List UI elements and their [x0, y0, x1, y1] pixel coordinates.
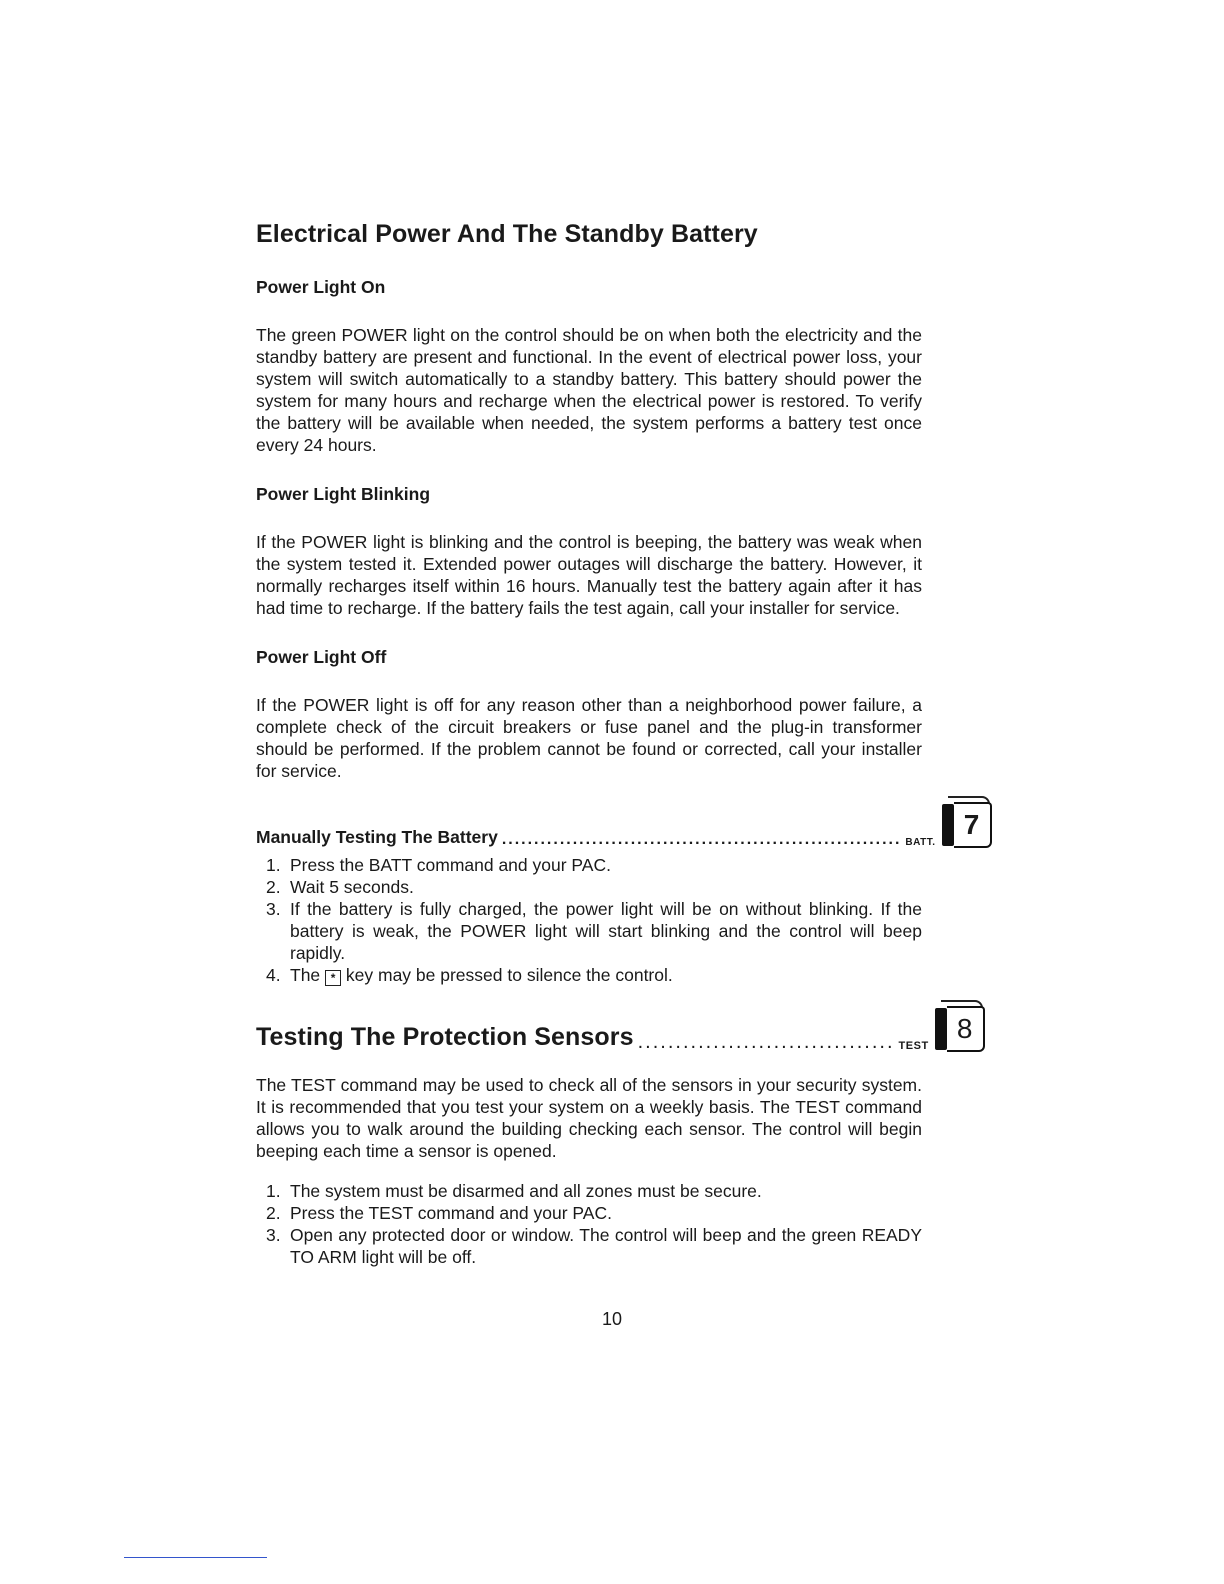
power-light-blinking-heading: Power Light Blinking [256, 484, 431, 504]
list-item: 3. Open any protected door or window. The control will beep and the green READY TO ARM light will be off. [266, 1225, 922, 1267]
power-light-on-heading: Power Light On [256, 277, 386, 297]
keycard-spine [942, 804, 954, 846]
list-item: 4. The * key may be pressed to silence the control. [266, 965, 673, 985]
keycard-icon [942, 792, 992, 848]
power-light-on-text: The green POWER light on the control should be on when both the electricity and the standby battery are present and functional. In the event of electrical power loss, your system will switch automatically to a standby battery. This battery should power the system for many hours and recharge when the electrical power is restored. To verify the battery will be available when needed, the system performs a battery test once every 24 hours. [256, 325, 922, 455]
page-title: Electrical Power And The Standby Battery [256, 220, 758, 248]
manual-test-heading-row [256, 792, 980, 848]
sensor-test-steps [256, 1180, 922, 1268]
test-command-label: TEST [898, 1040, 929, 1052]
batt-key-number: 7 [954, 802, 992, 848]
page-content [256, 220, 980, 1280]
list-item: 1. The system must be disarmed and all zones must be secure. [266, 1181, 762, 1201]
list-item: 3. If the battery is fully charged, the power light will be on without blinking. If the battery is weak, the POWER light will start blinking and the control will beep rapidly. [266, 899, 922, 963]
footnote-rule [124, 1557, 267, 1558]
keycard-icon [935, 996, 985, 1052]
list-item: 1. Press the BATT command and your PAC. [266, 855, 611, 875]
power-light-off-heading: Power Light Off [256, 647, 387, 667]
batt-command-label: BATT. [905, 837, 936, 848]
sensor-test-heading-row [256, 996, 973, 1053]
sensor-test-heading: Testing The Protection Sensors [256, 1023, 634, 1051]
manual-test-heading: Manually Testing The Battery [256, 827, 498, 847]
sensor-test-text: The TEST command may be used to check all of the sensors in your security system. It is recommended that you test your system on a weekly basis. The TEST command allows you to walk around the building checking each sensor. The control will begin beeping each time a sensor is opened. [256, 1075, 922, 1161]
power-light-off-text: If the POWER light is off for any reason other than a neighborhood power failure, a complete check of the circuit breakers or fuse panel and the plug-in transformer should be performed. If the problem cannot be found or corrected, call your installer for service. [256, 695, 922, 781]
star-key-icon: * [325, 970, 341, 986]
page-number: 10 [601, 1309, 623, 1329]
leader-dots: .............................................................. [501, 831, 902, 848]
leader-dots: .................................. [637, 1031, 895, 1053]
power-light-blinking-text: If the POWER light is blinking and the control is beeping, the battery was weak when the system tested it. Extended power outages will discharge the battery. However, it normally recharges itself within 16 hours. Manually test the battery again after it has had time to recharge. If the battery fails the test again, call your installer for service. [256, 532, 922, 618]
list-item: 2. Wait 5 seconds. [266, 877, 414, 897]
keycard-spine [935, 1008, 947, 1050]
manual-test-steps [256, 854, 922, 986]
list-item: 2. Press the TEST command and your PAC. [266, 1203, 612, 1223]
test-key-number: 8 [947, 1006, 985, 1052]
